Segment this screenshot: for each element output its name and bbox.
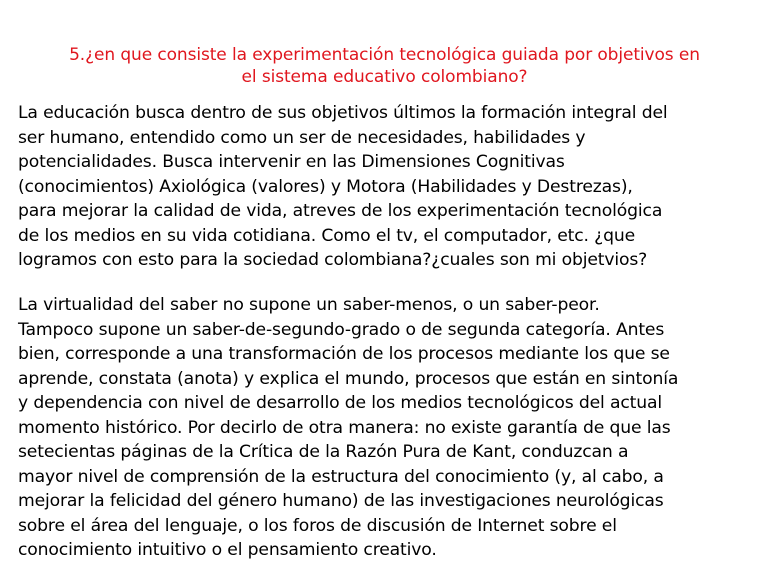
paragraph-line: logramos con esto para la sociedad colombiana?¿cuales son mi objetvios? bbox=[18, 250, 648, 270]
title-line-1: 5.¿en que consiste la experimentación tecnológica guiada por objetivos en bbox=[69, 45, 700, 65]
paragraph-line: mayor nivel de comprensión de la estructura del conocimiento (y, al cabo, a bbox=[18, 466, 664, 487]
paragraph-line: potencialidades. Busca intervenir en las Dimensiones Cognitivas bbox=[18, 152, 565, 172]
paragraph-education bbox=[18, 101, 758, 273]
title-line-2: el sistema educativo colombiano? bbox=[241, 67, 528, 87]
question-title bbox=[20, 44, 749, 88]
paragraph-virtuality bbox=[18, 293, 758, 563]
paragraph-line: (conocimientos) Axiológica (valores) y Motora (Habilidades y Destrezas), bbox=[18, 176, 633, 197]
paragraph-line: setecientas páginas de la Crítica de la Razón Pura de Kant, conduzcan a bbox=[18, 442, 629, 462]
paragraph-line: mejorar la felicidad del género humano) de las investigaciones neurológicas bbox=[18, 491, 664, 511]
paragraph-line: La virtualidad del saber no supone un saber-menos, o un saber-peor. bbox=[18, 295, 600, 315]
paragraph-line: sobre el área del lenguaje, o los foros de discusión de Internet sobre el bbox=[18, 515, 617, 536]
paragraph-line: momento histórico. Por decirlo de otra manera: no existe garantía de que las bbox=[18, 417, 671, 438]
paragraph-line: La educación busca dentro de sus objetivos últimos la formación integral del bbox=[18, 103, 668, 123]
paragraph-line: Tampoco supone un saber-de-segundo-grado o de segunda categoría. Antes bbox=[18, 319, 665, 340]
paragraph-line: aprende, constata (anota) y explica el mundo, procesos que están en sintonía bbox=[18, 368, 679, 389]
paragraph-line: bien, corresponde a una transformación de los procesos mediante los que se bbox=[18, 344, 670, 364]
paragraph-line: de los medios en su vida cotidiana. Como el tv, el computador, etc. ¿que bbox=[18, 225, 636, 246]
paragraph-line: ser humano, entendido como un ser de necesidades, habilidades y bbox=[18, 127, 586, 148]
paragraph-line: y dependencia con nivel de desarrollo de los medios tecnológicos del actual bbox=[18, 393, 663, 413]
paragraph-line: conocimiento intuitivo o el pensamiento creativo. bbox=[18, 540, 437, 560]
paragraph-line: para mejorar la calidad de vida, atreves de los experimentación tecnológica bbox=[18, 201, 663, 221]
